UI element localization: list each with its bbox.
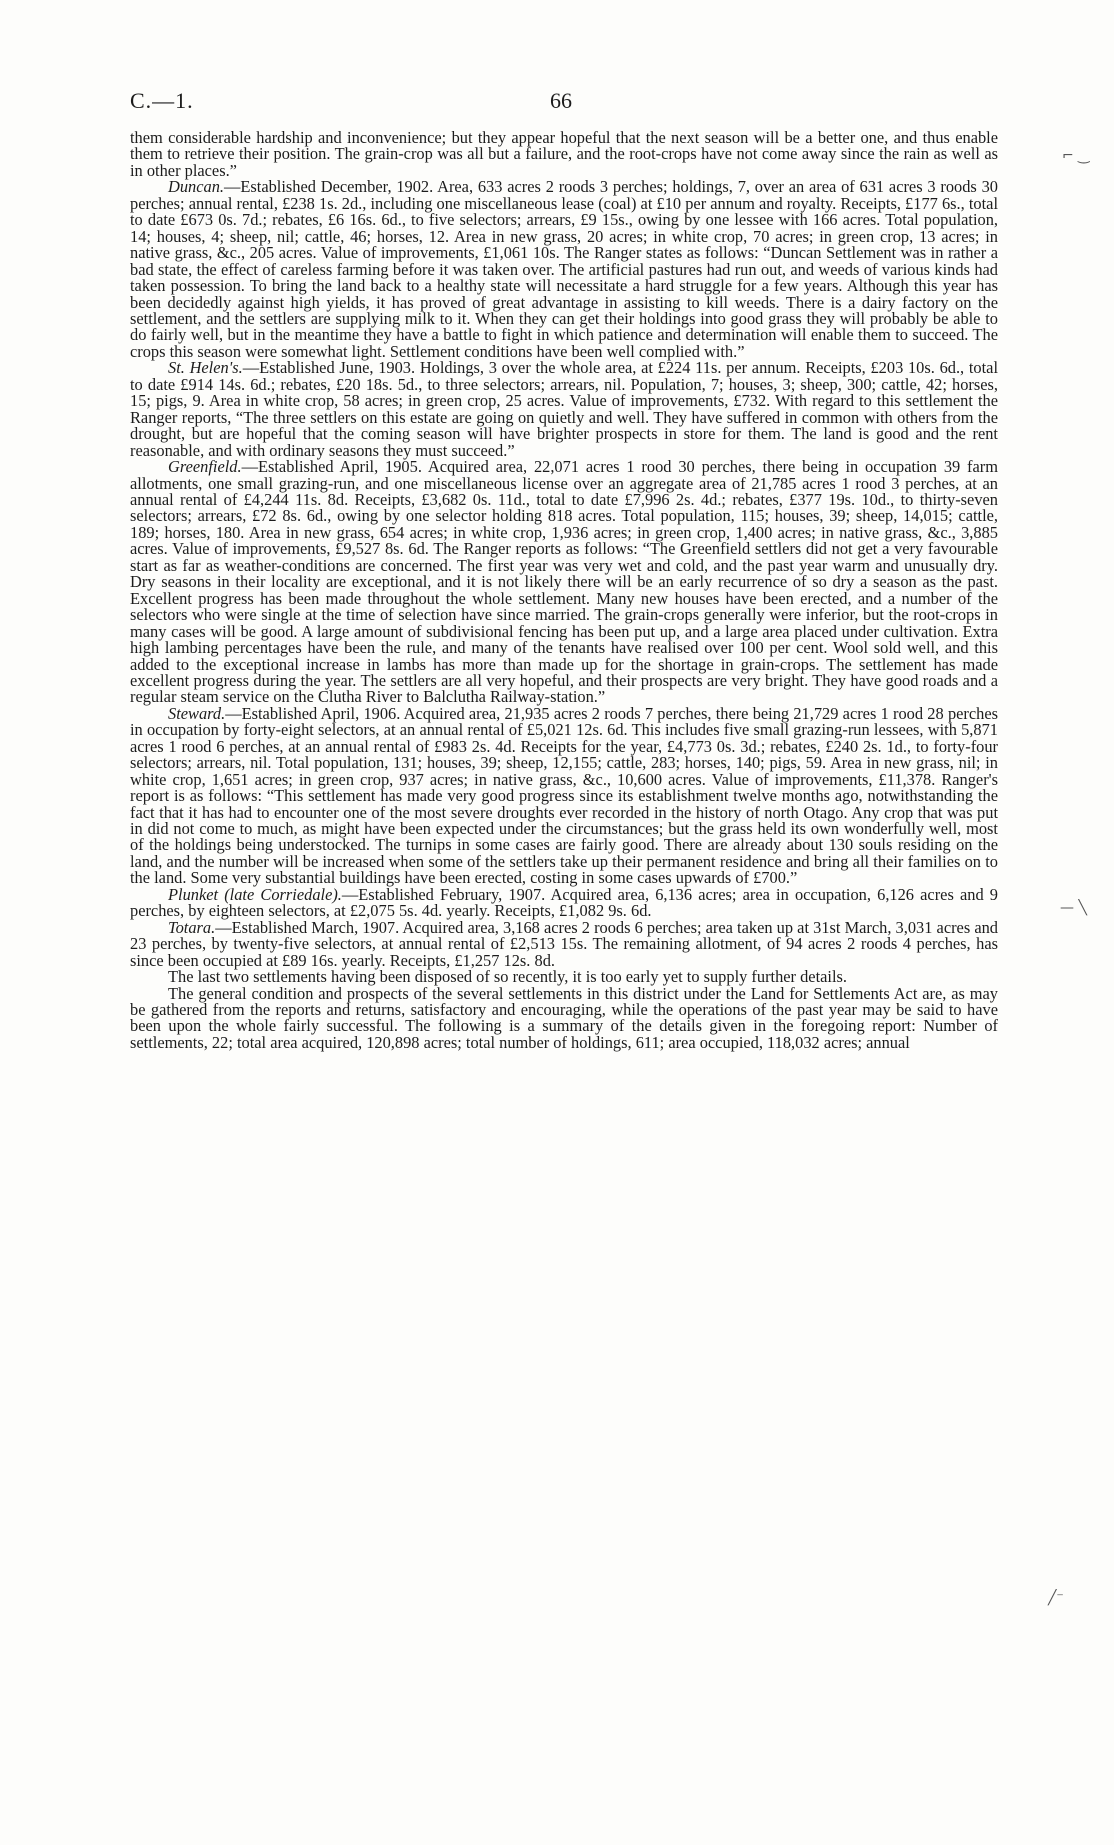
paragraph-totara: Totara.—Established March, 1907. Acquired area, 3,168 acres 2 roods 6 perches; area taken up at 31st March, 3,031 acres and 23 perches, by twenty-five selectors, at annual rental of £2,513 15s. The remaining allotment, of 94 acres 2 roods 4 perches, has since been occupied at £89 16s. yearly. Receipts, £1,257 12s. 8d. bbox=[130, 917, 998, 970]
paragraph-steward: Steward.—Established April, 1906. Acquired area, 21,935 acres 2 roods 7 perches, there being 21,729 acres 1 rood 28 perches in occupation by forty-eight selectors, at an annual rental of £5,021 12s. 6d. This includes five small grazing-run lessees, with 5,871 acres 1 rood 6 perches, at an annual rental of £983 2s. 4d. Receipts for the year, £4,773 0s. 3d.; rebates, £240 2s. 1d., to forty-four selectors; arrears, nil. Total population, 131; houses, 39; sheep, 12,155; cattle, 283; horses, 140; pigs, 59. Area in new grass, nil; in white crop, 1,651 acres; in green crop, 937 acres; in native grass, &c., 10,600 acres. Value of improvements, £11,378. Ranger's report is as follows: “This settlement has made very good progress since its establishment twelve months ago, notwithstanding the fact that it has had to encounter one of the most severe droughts ever recorded in the history of north Otago. Any crop that was put in did not come to much, as might have been expected under the circumstances; but the grass held its own wonderfully well, most of the holdings being understocked. The turnips in some cases are fairly good. There are already about 130 souls residing on the land, and the number will be increased when some of the settlers take up their permanent residence and bring all their families on to the land. Some very substantial buildings have been erected, costing in some cases upwards of £700.” bbox=[130, 703, 998, 888]
margin-scan-mark: — ╲ bbox=[1060, 900, 1087, 916]
paragraph-plunket: Plunket (late Corriedale).—Established February, 1907. Acquired area, 6,136 acres; area in occupation, 6,126 acres and 9 perches, by eighteen selectors, at £2,075 5s. 4d. yearly. Receipts, £1,082 9s. 6d. bbox=[130, 884, 998, 921]
settlement-name: Duncan. bbox=[168, 177, 224, 197]
settlement-name: Totara. bbox=[168, 917, 216, 937]
settlement-name: St. Helen's. bbox=[168, 358, 243, 378]
settlement-name: Steward. bbox=[168, 703, 226, 723]
paragraph-continuation: them considerable hardship and inconvenience; but they appear hopeful that the next season will be a better one, and thus enable them to retrieve their position. The grain-crop was all but a failure, and the root-crops have not come away since the rain as well as in other places.” bbox=[130, 128, 998, 180]
paragraph-summary: The general condition and prospects of the several settlements in this district under the Land for Settlements Act are, as may be gathered from the reports and returns, satisfactory and encouraging, while the operations of the past year may be said to have been upon the whole fairly successful. The following is a summary of the details given in the foregoing report: Number of settlements, 22; total area acquired, 120,898 acres; total number of holdings, 611; area occupied, 118,032 acres; annual bbox=[130, 983, 998, 1052]
settlement-name: Greenfield. bbox=[168, 457, 242, 477]
page-number: 66 bbox=[550, 88, 572, 113]
paragraph-duncan: Duncan.—Established December, 1902. Area, 633 acres 2 roods 3 perches; holdings, 7, over an area of 631 acres 3 roods 30 perches; annual rental, £238 1s. 2d., including one miscellaneous lease (coal) at £10 per annum and royalty. Receipts, £177 6s., total to date £673 0s. 7d.; rebates, £6 16s. 6d., to five selectors; arrears, £9 15s., owing by one lessee with 166 acres. Total population, 14; houses, 4; sheep, nil; cattle, 46; horses, 12. Area in new grass, 20 acres; in white crop, 70 acres; in green crop, 13 acres; in native grass, &c., 205 acres. Value of improvements, £1,061 10s. The Ranger states as follows: “Duncan Settlement was in rather a bad state, the effect of careless farming before it was taken over. The artificial pastures had run out, and weeds of various kinds had taken possession. To bring the land back to a healthy state will necessitate a hard struggle for a few years. Although this year has been decidedly against high yields, it has proved of great advantage in assisting to kill weeds. There is a dairy factory on the settlement, and the settlers are supplying milk to it. When they can get their holdings into good grass they will probably be able to do fairly well, but in the meantime they have a battle to fight in which patience and determination will enable them to succeed. The crops this season were somewhat light. Settlement conditions have been well complied with.” bbox=[130, 177, 998, 361]
margin-scan-mark: ⌐ ‿ bbox=[1062, 148, 1090, 164]
margin-scan-mark: ╱⁻ bbox=[1048, 1590, 1064, 1606]
settlement-name: Plunket (late Corriedale). bbox=[168, 884, 342, 904]
paragraph-recent-settlements: The last two settlements having been disposed of so recently, it is too early yet to supply further details. bbox=[168, 967, 847, 987]
paragraph-st-helens: St. Helen's.—Established June, 1903. Holdings, 3 over the whole area, at £224 11s. per annum. Receipts, £203 10s. 6d., total to date £914 14s. 6d.; rebates, £20 18s. 5d., to three selectors; arrears, nil. Population, 7; houses, 3; sheep, 300; cattle, 42; horses, 15; pigs, 9. Area in white crop, 58 acres; in green crop, 25 acres. Value of improvements, £732. With regard to this settlement the Ranger reports, “The three settlers on this estate are going on quietly and well. They have suffered in common with others from the drought, but are hopeful that the coming season will have brighter prospects in store for them. The land is good and the rent reasonable, and with ordinary seasons they must succeed.” bbox=[130, 358, 999, 460]
report-body bbox=[130, 130, 998, 1051]
page-header bbox=[130, 88, 990, 118]
document-reference: C.—1. bbox=[130, 88, 194, 113]
paragraph-greenfield: Greenfield.—Established April, 1905. Acquired area, 22,071 acres 1 rood 30 perches, there being in occupation 39 farm allotments, one small grazing-run, and one miscellaneous license over an aggregate area of 21,785 acres 1 rood 3 perches, at an annual rental of £4,244 11s. 8d. Receipts, £3,682 0s. 11d., total to date £7,996 2s. 4d.; rebates, £377 19s. 10d., to thirty-seven selectors; arrears, £72 8s. 6d., owing by one selector holding 818 acres. Total population, 115; houses, 39; sheep, 14,015; cattle, 189; horses, 180. Area in new grass, 654 acres; in white crop, 1,936 acres; in green crop, 1,400 acres; in native grass, &c., 3,885 acres. Value of improvements, £9,527 8s. 6d. The Ranger reports as follows: “The Greenfield settlers did not get a very favourable start as far as weather-conditions are concerned. The first year was very wet and cold, and the past year warm and unusually dry. Dry seasons in their locality are exceptional, and it is not likely there will be an early recurrence of so dry a season as the past. Excellent progress has been made throughout the whole settlement. Many new houses have been erected, and a number of the selectors who were single at the time of selection have since married. The grain-crops generally were inferior, but the root-crops in many cases will be good. A large amount of subdivisional fencing has been put up, and a large area placed under cultivation. Extra high lambing percentages have been the rule, and many of the tenants have realised over 100 per cent. Wool sold well, and this added to the exceptional increase in lambs has more than made up for the shortage in grain-crops. The settlement has made excellent progress during the year. The settlers are all very hopeful, and their prospects are very bright. They have good roads and a regular steam service on the Clutha River to Balclutha Railway-station.” bbox=[130, 457, 998, 707]
